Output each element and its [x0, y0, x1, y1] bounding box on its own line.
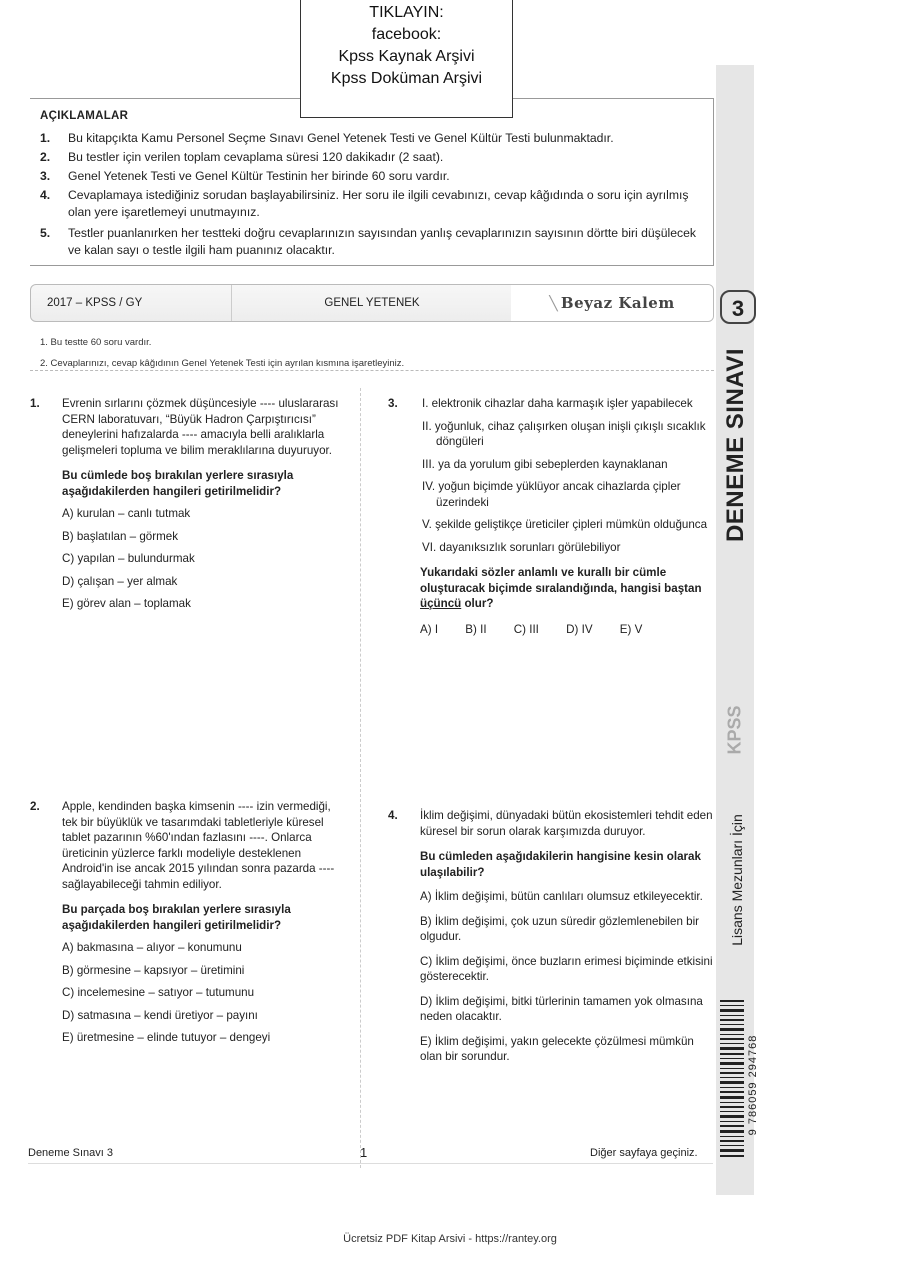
statement-item: V. şekilde geliştikçe üreticiler çipleri mümkün olduğunca: [422, 518, 708, 531]
question-3: [388, 396, 714, 637]
test-name: GENEL YETENEK: [231, 285, 513, 321]
explanation-item: 1. Bu kitapçıkta Kamu Personel Seçme Sınavı Genel Yetenek Testi ve Genel Kültür Testi bulunmaktadır.: [40, 131, 614, 145]
pen-icon: ╲: [549, 295, 558, 311]
statement-item: II. yoğunluk, cihaz çalışırken oluşan inişli çıkışlı sıcaklık döngüleri: [422, 419, 706, 448]
answer-option[interactable]: E) görev alan – toplamak: [62, 597, 191, 610]
question-number: 2.: [30, 800, 40, 813]
answer-option[interactable]: A) kurulan – canlı tutmak: [62, 507, 191, 520]
explanation-item: 5. Testler puanlanırken her testteki doğru cevaplarınızın sayısından yanlış cevaplarınızın sayısının dörtte biri düşülecek ve kalan sayı o testle ilgili ham puanınız olacaktır.: [40, 226, 696, 257]
question-stem: Apple, kendinden başka kimsenin ---- izin vermediği, tek bir büyüklük ve tasarımdaki tabletleriyle küresel tablet pazarının %60'ından fazlasını ----. Onlarca üreticinin yüzlerce farklı modeliyle desteklenen Android'in ise ancak 2015 yılından sonra pazarda ---- sağlayabileceği tahmin ediliyor.: [62, 800, 335, 891]
question-prompt: Bu parçada boş bırakılan yerlere sırasıyla aşağıdakilerden hangileri getirilmelidir?: [62, 903, 291, 932]
promo-line-3: Kpss Kaynak Arşivi: [338, 48, 475, 65]
statement-item: I. elektronik cihazlar daha karmaşık işler yapabilecek: [422, 397, 693, 410]
question-prompt: Bu cümlede boş bırakılan yerlere sırasıyla aşağıdakilerden hangileri getirilmelidir?: [62, 469, 294, 498]
answer-option[interactable]: C) yapılan – bulundurmak: [62, 552, 195, 565]
footer-exam-name: Deneme Sınavı 3: [28, 1147, 113, 1159]
answer-option[interactable]: A) bakmasına – alıyor – konumunu: [62, 941, 242, 954]
footer-divider: [28, 1163, 713, 1164]
answer-option[interactable]: A) İklim değişimi, bütün canlıları olumsuz etkileyecektir.: [420, 890, 703, 903]
answer-option[interactable]: E) V: [619, 622, 643, 636]
statement-item: IV. yoğun biçimde yüklüyor ancak cihazlarda çipler üzerindeki: [422, 480, 681, 509]
answer-option[interactable]: C) III: [513, 622, 539, 636]
question-stem: İklim değişimi, dünyadaki bütün ekosistemleri tehdit eden küresel bir sorun olarak karşımızda duruyor.: [420, 809, 713, 838]
statement-item: III. ya da yorulum gibi sebeplerden kaynaklanan: [422, 457, 668, 471]
answer-option[interactable]: B) başlatılan – görmek: [62, 529, 178, 543]
page-number: 1: [360, 1145, 368, 1160]
brand-logo: Beyaz Kalem: [560, 294, 675, 312]
answer-option[interactable]: C) İklim değişimi, önce buzların erimesi biçiminde etkisini gösterecektir.: [420, 954, 713, 983]
question-number: 3.: [388, 397, 398, 410]
question-1: [30, 396, 346, 612]
question-2: [30, 799, 346, 1046]
explanations-title: AÇIKLAMALAR: [40, 110, 129, 122]
emphasis-word: üçüncü: [420, 597, 462, 610]
question-number: 1.: [30, 397, 40, 410]
answer-option[interactable]: B) İklim değişimi, çok uzun süredir gözlemlenebilen bir olgudur.: [420, 914, 700, 943]
question-stem: Evrenin sırlarını çözmek düşüncesiyle ---- uluslararası CERN laboratuvarı, “Büyük Hadron Çarpıştırıcısı” deneylerini hafızalarda ---- amacıyla belli aralıklarla gelişmeleri topluma ve bilim meraklılarına duyuruyor.: [62, 397, 339, 457]
answer-option[interactable]: D) satmasına – kendi üretiyor – payını: [62, 1008, 258, 1022]
next-page-hint: Diğer sayfaya geçiniz.: [590, 1147, 698, 1159]
answer-option[interactable]: D) çalışan – yer almak: [62, 574, 178, 588]
promo-line-1: TIKLAYIN:: [369, 4, 444, 21]
answer-option[interactable]: A) I: [420, 622, 439, 636]
test-header-band: [30, 284, 714, 322]
test-note-1: 1. Bu testte 60 soru vardır.: [40, 337, 152, 348]
answer-option[interactable]: D) İklim değişimi, bitki türlerinin tamamen yok olmasına neden olacaktır.: [420, 994, 703, 1023]
explanation-item: 3. Genel Yetenek Testi ve Genel Kültür Testinin her birinde 60 soru vardır.: [40, 169, 450, 183]
answer-option[interactable]: C) incelemesine – satıyor – tutumunu: [62, 986, 255, 999]
question-4: [388, 808, 714, 1065]
column-divider: [360, 388, 361, 1168]
promo-line-4: Kpss Doküman Arşivi: [330, 70, 483, 87]
promo-line-2: facebook:: [371, 26, 442, 43]
kpss-logo: KPSS: [724, 705, 745, 755]
side-title: DENEME SINAVI: [722, 347, 749, 543]
answer-option[interactable]: E) İklim değişimi, yakın gelecekte çözülmesi mümkün olan bir sorundur.: [420, 1034, 694, 1063]
explanation-item: 2. Bu testler için verilen toplam cevaplama süresi 120 dakikadır (2 saat).: [40, 150, 444, 164]
promo-box[interactable]: [300, 0, 513, 118]
statement-item: VI. dayanıksızlık sorunları görülebiliyor: [422, 540, 621, 554]
answer-option[interactable]: D) IV: [566, 622, 593, 636]
publisher-brand: [511, 285, 713, 321]
question-prompt: Bu cümleden aşağıdakilerin hangisine kesin olarak ulaşılabilir?: [420, 850, 701, 879]
question-number: 4.: [388, 809, 398, 822]
barcode-number: 9 786059 294768: [747, 1034, 759, 1136]
source-link[interactable]: Ücretsiz PDF Kitap Arsivi - https://rantey.org: [343, 1233, 557, 1245]
explanation-item: 4. Cevaplamaya istediğiniz sorudan başlayabilirsiniz. Her soru ile ilgili cevabınızı, cevap kâğıdında o soru için ayrılmış olan yere işaretlemeyi unutmayınız.: [40, 188, 689, 219]
answer-option[interactable]: B) görmesine – kapsıyor – üretimini: [62, 963, 245, 977]
divider: [30, 370, 714, 371]
answer-option[interactable]: B) II: [465, 622, 487, 636]
side-subtitle: Lisans Mezunları İçin: [729, 814, 745, 946]
exam-number-badge: 3: [720, 290, 756, 324]
exam-code: 2017 – KPSS / GY: [47, 297, 143, 309]
test-note-2: 2. Cevaplarınızı, cevap kâğıdının Genel Yetenek Testi için ayrılan kısmına işaretleyiniz.: [40, 358, 405, 369]
answer-option[interactable]: E) üretmesine – elinde tutuyor – dengeyi: [62, 1031, 271, 1044]
question-prompt: Yukarıdaki sözler anlamlı ve kurallı bir cümle oluşturacak biçimde sıralandığında, hangisi baştan üçüncü olur?: [420, 566, 702, 610]
answer-options-row: [420, 622, 714, 638]
